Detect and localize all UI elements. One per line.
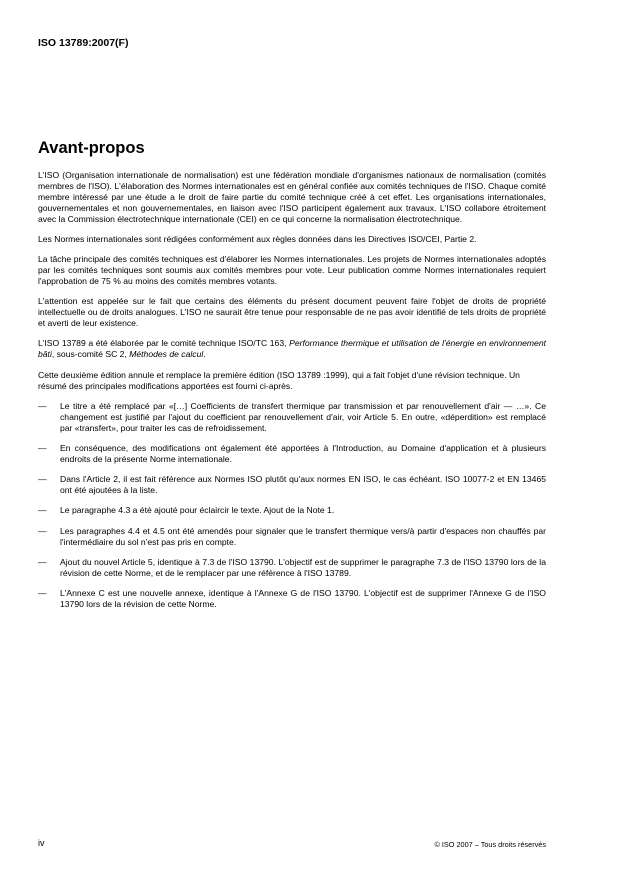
bullet-dash: —: [38, 474, 47, 485]
list-item: [38, 505, 546, 516]
list-item-text: Le titre a été remplacé par «[…] Coefficients de transfert thermique par transmission et par renouvellement d'air — …». Ce changement est justifié par l'ajout du coefficient par renouvellement d'air, voir Article 5. En outre, «déperdition» est remplacé par «transfert», pour traiter les cas de refroidissement.: [60, 400, 546, 433]
list-item: [38, 443, 546, 465]
paragraph-edition-note: Cette deuxième édition annule et remplace la première édition (ISO 13789 :1999), qui a fait l'objet d'une révision technique. Un résumé des principales modifications apportées est fourni ci-après.: [38, 369, 520, 391]
committee-text-3: .: [203, 349, 206, 360]
modifications-list: [38, 401, 546, 610]
paragraph-patent-rights: L'attention est appelée sur le fait que certains des éléments du présent document peuvent faire l'objet de droits de propriété intellectuelle ou de droits analogues. L'ISO ne saurait être tenue pour responsable de ne pas avoir identifié de tels droits de propriété et averti de leur existence.: [38, 296, 546, 329]
paragraph-technical-committees: La tâche principale des comités techniques est d'élaborer les Normes internationales. Les projets de Normes internationales adoptés par les comités techniques sont soumis aux comités membres pour vote. Leur publication comme Normes internationales requiert l'approbation de 75 % au moins des comités membres votants.: [38, 254, 546, 287]
list-item: [38, 526, 546, 548]
bullet-dash: —: [38, 442, 47, 453]
list-item-text: Les paragraphes 4.4 et 4.5 ont été amendés pour signaler que le transfert thermique vers/à partir d'espaces non chauffés par l'intermédiaire du sol n'est pas pris en compte.: [60, 525, 546, 547]
page-number: iv: [38, 838, 45, 848]
paragraph-directives: Les Normes internationales sont rédigées conformément aux règles données dans les Directives ISO/CEI, Partie 2.: [38, 233, 477, 244]
list-item-text: Le paragraphe 4.3 a été ajouté pour éclaircir le texte. Ajout de la Note 1.: [60, 505, 335, 516]
list-item: [38, 474, 546, 496]
list-item-text: L'Annexe C est une nouvelle annexe, identique à l'Annexe G de l'ISO 13790. L'objectif est de supprimer l'Annexe G de l'ISO 13790 lors de la révision de cette Norme.: [60, 588, 546, 609]
bullet-dash: —: [38, 525, 47, 536]
committee-title: Performance thermique et utilisation de l'énergie en environnement bâti: [38, 338, 546, 360]
committee-text-1: L'ISO 13789 a été élaborée par le comité technique ISO/TC 163,: [38, 338, 290, 349]
list-item-text: En conséquence, des modifications ont également été apportées à l'Introduction, au Domaine d'application et à plusieurs endroits de la présente Norme internationale.: [60, 442, 546, 464]
list-item: [38, 557, 546, 579]
bullet-dash: —: [38, 588, 47, 599]
bullet-dash: —: [38, 400, 47, 411]
list-item-text: Ajout du nouvel Article 5, identique à 7.3 de l'ISO 13790. L'objectif est de supprimer le paragraphe 7.3 de l'ISO 13790 lors de la révision de cette Norme, et de le remplacer par une référence à l'ISO 13789.: [60, 556, 546, 578]
copyright-notice: © ISO 2007 – Tous droits réservés: [434, 840, 546, 849]
list-item-text: Dans l'Article 2, il est fait référence aux Normes ISO plutôt qu'aux normes EN ISO, le cas échéant. ISO 10077-2 et EN 13465 ont été ajoutées à la liste.: [60, 474, 546, 496]
subcommittee-title: Méthodes de calcul: [129, 349, 204, 360]
document-id-header: ISO 13789:2007(F): [38, 37, 129, 49]
paragraph-iso-organisation: L'ISO (Organisation internationale de normalisation) est une fédération mondiale d'organismes nationaux de normalisation (comités membres de l'ISO). L'élaboration des Normes internationales est en général confiée aux comités techniques de l'ISO. Chaque comité membre intéressé par une étude a le droit de faire partie du comité technique créé à cet effet. Les organisations internationales, gouvernementales et non gouvernementales, en liaison avec l'ISO participent également aux travaux. L'ISO collabore étroitement avec la Commission électrotechnique internationale (CEI) en ce qui concerne la normalisation électrotechnique.: [38, 170, 546, 224]
bullet-dash: —: [38, 505, 47, 516]
foreword-body: [38, 170, 546, 619]
committee-text-2: , sous-comité SC 2,: [51, 349, 130, 360]
bullet-dash: —: [38, 556, 47, 567]
list-item: [38, 401, 546, 434]
list-item: [38, 588, 546, 610]
paragraph-committee-origin: [38, 338, 546, 360]
page-title: Avant-propos: [38, 139, 145, 157]
